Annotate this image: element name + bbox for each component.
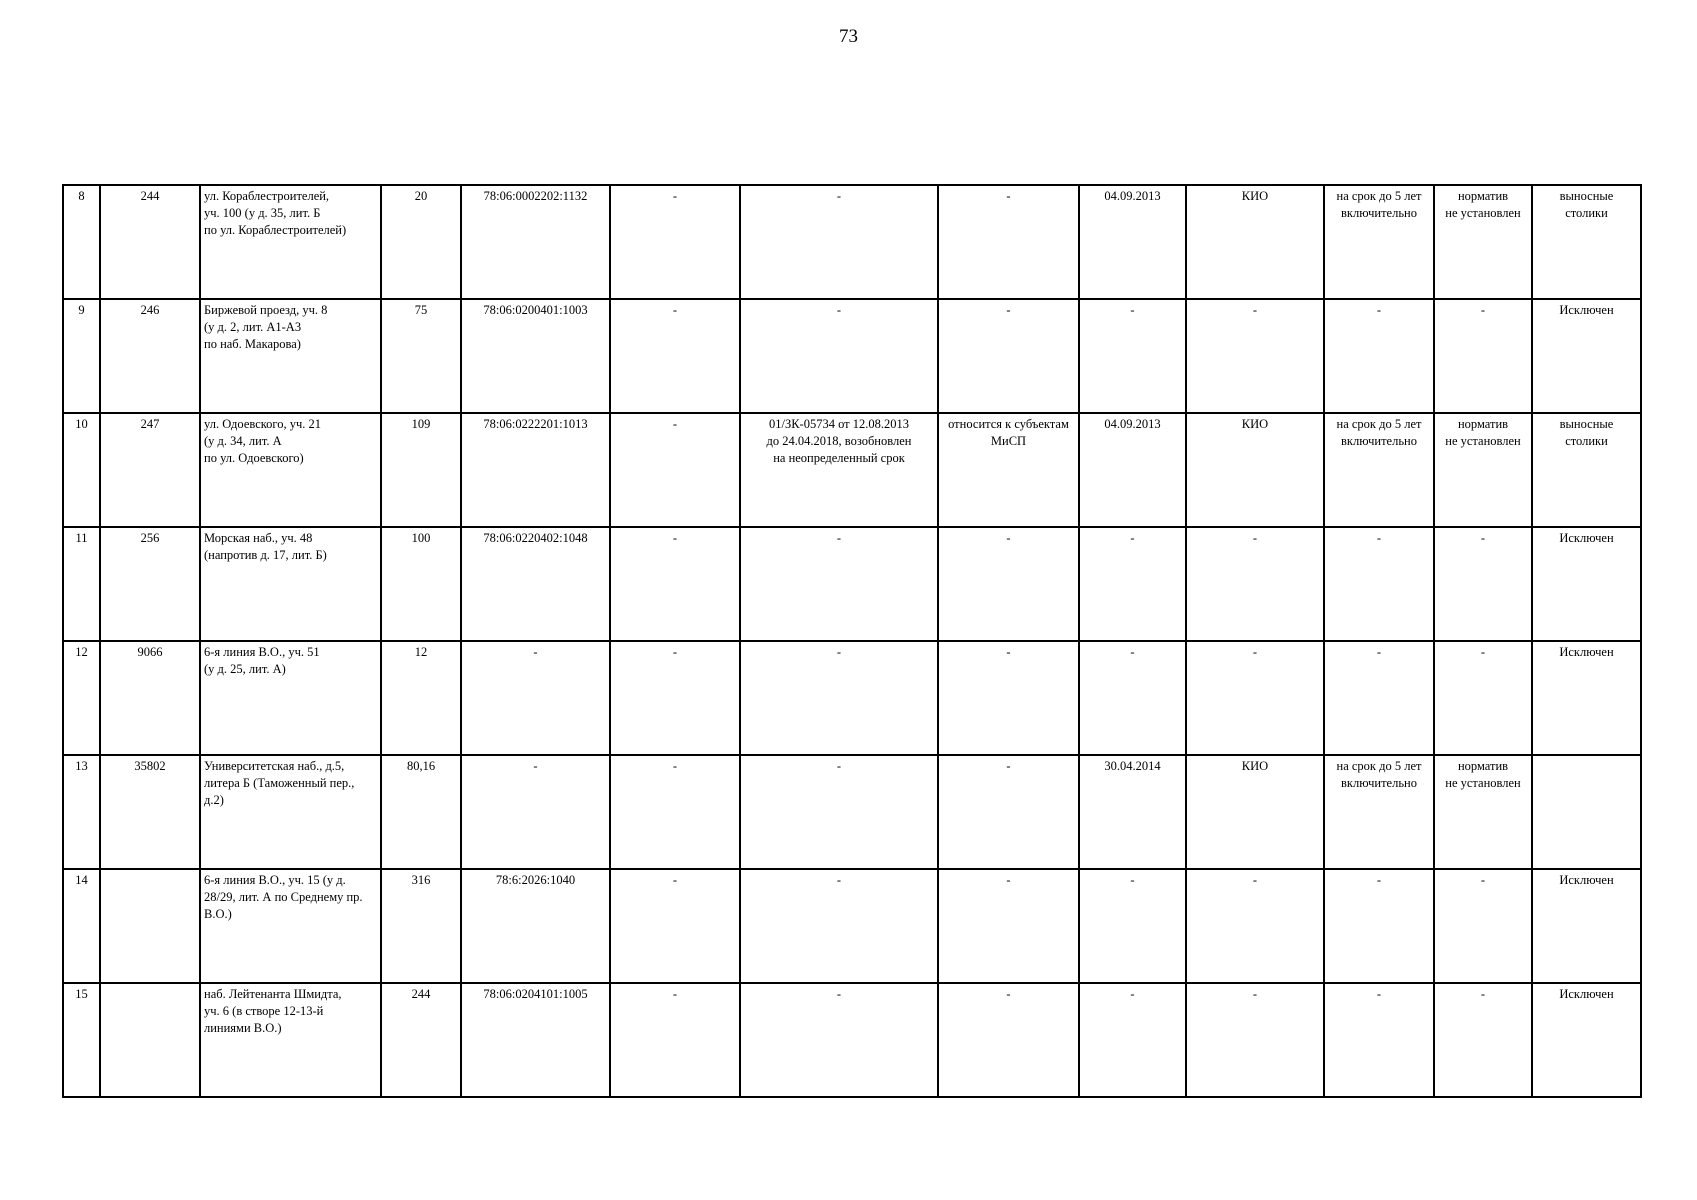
address-cell <box>200 299 381 413</box>
cadastral-number-cell-text: 78:6:2026:1040 <box>495 873 576 887</box>
row-number-cell <box>63 185 100 299</box>
area-cell <box>381 641 461 755</box>
row-number-cell <box>63 983 100 1097</box>
address-cell-text: Морская наб., уч. 48 (напротив д. 17, лит. Б) <box>204 531 327 562</box>
norm-cell-text: - <box>1480 531 1486 545</box>
object-type-cell-text: выносные столики <box>1559 417 1614 448</box>
row-number-cell-text: 12 <box>75 645 88 659</box>
object-type-cell-text: Исключен <box>1559 645 1614 659</box>
date-cell-text: - <box>1130 303 1135 317</box>
cadastral-number-cell <box>461 413 610 527</box>
subject-category-cell-text: - <box>1006 759 1011 773</box>
object-type-cell <box>1532 869 1641 983</box>
contract-cell-text: - <box>836 189 842 203</box>
area-cell-text: 100 <box>411 531 431 545</box>
column-6-cell <box>610 983 740 1097</box>
area-cell <box>381 869 461 983</box>
contract-cell <box>740 755 938 869</box>
object-type-cell <box>1532 413 1641 527</box>
object-code-cell <box>100 299 200 413</box>
term-cell-text: на срок до 5 лет включительно <box>1336 759 1422 790</box>
cadastral-number-cell <box>461 185 610 299</box>
object-code-cell <box>100 869 200 983</box>
object-type-cell <box>1532 641 1641 755</box>
term-cell <box>1324 185 1434 299</box>
organization-cell-text: - <box>1252 987 1258 1001</box>
contract-cell-text: - <box>836 759 842 773</box>
cadastral-number-cell-text: - <box>533 759 538 773</box>
address-cell <box>200 413 381 527</box>
norm-cell <box>1434 983 1532 1097</box>
date-cell <box>1079 755 1186 869</box>
object-type-cell <box>1532 755 1641 869</box>
date-cell-text: - <box>1130 873 1135 887</box>
date-cell-text: - <box>1130 645 1135 659</box>
subject-category-cell <box>938 413 1079 527</box>
area-cell-text: 12 <box>414 645 428 659</box>
row-number-cell-text: 9 <box>78 303 85 317</box>
date-cell <box>1079 299 1186 413</box>
subject-category-cell-text: - <box>1006 303 1011 317</box>
object-code-cell <box>100 983 200 1097</box>
organization-cell <box>1186 185 1324 299</box>
object-code-cell <box>100 755 200 869</box>
organization-cell-text: КИО <box>1241 417 1269 431</box>
cadastral-number-cell <box>461 527 610 641</box>
cadastral-number-cell <box>461 869 610 983</box>
object-code-cell-text: 256 <box>140 531 160 545</box>
object-type-cell-text: выносные столики <box>1559 189 1614 220</box>
norm-cell-text: - <box>1480 873 1486 887</box>
subject-category-cell <box>938 869 1079 983</box>
object-type-cell <box>1532 299 1641 413</box>
object-type-cell <box>1532 185 1641 299</box>
contract-cell <box>740 869 938 983</box>
contract-cell-text: - <box>836 531 842 545</box>
norm-cell <box>1434 299 1532 413</box>
area-cell <box>381 299 461 413</box>
contract-cell-text: - <box>836 645 842 659</box>
column-6-cell-text: - <box>672 645 678 659</box>
object-code-cell <box>100 413 200 527</box>
area-cell-text: 80,16 <box>406 759 436 773</box>
column-6-cell <box>610 299 740 413</box>
area-cell <box>381 413 461 527</box>
contract-cell-text: - <box>836 987 842 1001</box>
column-6-cell <box>610 527 740 641</box>
subject-category-cell <box>938 983 1079 1097</box>
registry-body <box>63 185 1641 1097</box>
area-cell-text: 109 <box>411 417 431 431</box>
registry-table <box>62 184 1642 1098</box>
term-cell <box>1324 869 1434 983</box>
column-6-cell-text: - <box>672 303 678 317</box>
object-code-cell <box>100 185 200 299</box>
date-cell-text: 04.09.2013 <box>1104 417 1161 431</box>
norm-cell-text: норматив не установлен <box>1445 759 1521 790</box>
cadastral-number-cell-text: 78:06:0220402:1048 <box>483 531 588 545</box>
term-cell <box>1324 299 1434 413</box>
term-cell <box>1324 641 1434 755</box>
subject-category-cell <box>938 185 1079 299</box>
subject-category-cell <box>938 755 1079 869</box>
contract-cell-text: - <box>836 873 842 887</box>
page-number: 73 <box>839 26 858 47</box>
cadastral-number-cell-text: 78:06:0222201:1013 <box>483 417 588 431</box>
cadastral-number-cell <box>461 299 610 413</box>
organization-cell-text: - <box>1252 873 1258 887</box>
subject-category-cell-text: - <box>1006 987 1011 1001</box>
contract-cell <box>740 299 938 413</box>
area-cell-text: 316 <box>411 873 431 887</box>
address-cell-text: ул. Кораблестроителей, уч. 100 (у д. 35, лит. Б по ул. Кораблестроителей) <box>204 189 347 237</box>
norm-cell-text: норматив не установлен <box>1445 417 1521 448</box>
term-cell-text: - <box>1376 531 1382 545</box>
organization-cell <box>1186 983 1324 1097</box>
term-cell-text: - <box>1376 303 1382 317</box>
organization-cell <box>1186 527 1324 641</box>
term-cell-text: - <box>1376 987 1382 1001</box>
organization-cell <box>1186 641 1324 755</box>
organization-cell-text: КИО <box>1241 759 1269 773</box>
row-number-cell <box>63 641 100 755</box>
column-6-cell-text: - <box>672 189 678 203</box>
object-code-cell <box>100 641 200 755</box>
area-cell <box>381 185 461 299</box>
column-6-cell <box>610 755 740 869</box>
address-cell <box>200 755 381 869</box>
object-code-cell-text: 246 <box>140 303 160 317</box>
area-cell-text: 75 <box>414 303 428 317</box>
address-cell <box>200 527 381 641</box>
contract-cell <box>740 641 938 755</box>
object-type-cell <box>1532 527 1641 641</box>
column-6-cell-text: - <box>672 417 678 431</box>
date-cell-text: - <box>1130 987 1135 1001</box>
area-cell <box>381 755 461 869</box>
column-6-cell <box>610 869 740 983</box>
table-row <box>63 527 1641 641</box>
object-code-cell-text: 9066 <box>137 645 163 659</box>
object-type-cell <box>1532 983 1641 1097</box>
cadastral-number-cell-text: 78:06:0200401:1003 <box>483 303 588 317</box>
table-row <box>63 755 1641 869</box>
date-cell <box>1079 641 1186 755</box>
contract-cell-text: - <box>836 303 842 317</box>
column-6-cell <box>610 185 740 299</box>
object-code-cell-text: 35802 <box>134 759 166 773</box>
date-cell <box>1079 413 1186 527</box>
object-type-cell-text: Исключен <box>1559 873 1614 887</box>
address-cell-text: Университетская наб., д.5, литера Б (Таможенный пер., д.2) <box>204 759 355 807</box>
term-cell-text: на срок до 5 лет включительно <box>1336 189 1422 220</box>
area-cell-text: 20 <box>414 189 428 203</box>
table-row <box>63 869 1641 983</box>
term-cell <box>1324 527 1434 641</box>
term-cell <box>1324 413 1434 527</box>
area-cell <box>381 527 461 641</box>
norm-cell <box>1434 185 1532 299</box>
address-cell-text: 6-я линия В.О., уч. 15 (у д. 28/29, лит. А по Среднему пр. В.О.) <box>204 873 363 921</box>
object-code-cell <box>100 527 200 641</box>
subject-category-cell-text: - <box>1006 645 1011 659</box>
subject-category-cell-text: - <box>1006 873 1011 887</box>
date-cell <box>1079 983 1186 1097</box>
subject-category-cell-text: - <box>1006 189 1011 203</box>
object-type-cell-text: Исключен <box>1559 987 1614 1001</box>
column-6-cell-text: - <box>672 873 678 887</box>
norm-cell-text: норматив не установлен <box>1445 189 1521 220</box>
date-cell <box>1079 869 1186 983</box>
term-cell <box>1324 983 1434 1097</box>
column-6-cell-text: - <box>672 759 678 773</box>
contract-cell <box>740 413 938 527</box>
cadastral-number-cell-text: 78:06:0204101:1005 <box>483 987 588 1001</box>
contract-cell <box>740 983 938 1097</box>
row-number-cell-text: 8 <box>78 189 85 203</box>
row-number-cell-text: 11 <box>75 531 88 545</box>
norm-cell <box>1434 755 1532 869</box>
contract-cell <box>740 185 938 299</box>
subject-category-cell <box>938 527 1079 641</box>
organization-cell-text: КИО <box>1241 189 1269 203</box>
row-number-cell-text: 13 <box>75 759 88 773</box>
norm-cell-text: - <box>1480 645 1486 659</box>
subject-category-cell <box>938 299 1079 413</box>
organization-cell <box>1186 299 1324 413</box>
date-cell-text: 30.04.2014 <box>1104 759 1161 773</box>
cadastral-number-cell-text: - <box>533 645 538 659</box>
norm-cell <box>1434 527 1532 641</box>
date-cell-text: 04.09.2013 <box>1104 189 1161 203</box>
column-6-cell <box>610 413 740 527</box>
table-row <box>63 299 1641 413</box>
address-cell-text: наб. Лейтенанта Шмидта, уч. 6 (в створе 12-13-й линиями В.О.) <box>204 987 342 1035</box>
norm-cell-text: - <box>1480 303 1486 317</box>
row-number-cell-text: 15 <box>75 987 88 1001</box>
object-type-cell-text: Исключен <box>1559 531 1614 545</box>
row-number-cell <box>63 755 100 869</box>
address-cell <box>200 869 381 983</box>
table-row <box>63 983 1641 1097</box>
date-cell-text: - <box>1130 531 1135 545</box>
address-cell <box>200 983 381 1097</box>
area-cell-text: 244 <box>411 987 431 1001</box>
norm-cell <box>1434 413 1532 527</box>
norm-cell <box>1434 641 1532 755</box>
contract-cell <box>740 527 938 641</box>
norm-cell-text: - <box>1480 987 1486 1001</box>
row-number-cell-text: 10 <box>75 417 88 431</box>
area-cell <box>381 983 461 1097</box>
address-cell <box>200 641 381 755</box>
term-cell-text: - <box>1376 645 1382 659</box>
address-cell-text: Биржевой проезд, уч. 8 (у д. 2, лит. А1-А3 по наб. Макарова) <box>204 303 328 351</box>
organization-cell-text: - <box>1252 531 1258 545</box>
organization-cell-text: - <box>1252 645 1258 659</box>
date-cell <box>1079 527 1186 641</box>
object-code-cell-text: 247 <box>140 417 160 431</box>
date-cell <box>1079 185 1186 299</box>
organization-cell <box>1186 413 1324 527</box>
organization-cell <box>1186 869 1324 983</box>
term-cell-text: на срок до 5 лет включительно <box>1336 417 1422 448</box>
cadastral-number-cell <box>461 641 610 755</box>
contract-cell-text: 01/ЗК-05734 от 12.08.2013 до 24.04.2018, возобновлен на неопределенный срок <box>766 417 912 465</box>
address-cell <box>200 185 381 299</box>
organization-cell <box>1186 755 1324 869</box>
row-number-cell <box>63 299 100 413</box>
cadastral-number-cell <box>461 983 610 1097</box>
cadastral-number-cell <box>461 755 610 869</box>
column-6-cell <box>610 641 740 755</box>
term-cell <box>1324 755 1434 869</box>
table-row <box>63 185 1641 299</box>
row-number-cell <box>63 413 100 527</box>
subject-category-cell-text: - <box>1006 531 1011 545</box>
object-code-cell-text: 244 <box>140 189 160 203</box>
address-cell-text: 6-я линия В.О., уч. 51 (у д. 25, лит. А) <box>204 645 320 676</box>
organization-cell-text: - <box>1252 303 1258 317</box>
row-number-cell-text: 14 <box>75 873 88 887</box>
subject-category-cell <box>938 641 1079 755</box>
address-cell-text: ул. Одоевского, уч. 21 (у д. 34, лит. А по ул. Одоевского) <box>204 417 322 465</box>
term-cell-text: - <box>1376 873 1382 887</box>
row-number-cell <box>63 869 100 983</box>
object-type-cell-text: Исключен <box>1559 303 1614 317</box>
column-6-cell-text: - <box>672 987 678 1001</box>
cadastral-number-cell-text: 78:06:0002202:1132 <box>483 189 588 203</box>
norm-cell <box>1434 869 1532 983</box>
row-number-cell <box>63 527 100 641</box>
column-6-cell-text: - <box>672 531 678 545</box>
table-row <box>63 413 1641 527</box>
table-row <box>63 641 1641 755</box>
subject-category-cell-text: относится к субъектам МиСП <box>948 417 1069 448</box>
